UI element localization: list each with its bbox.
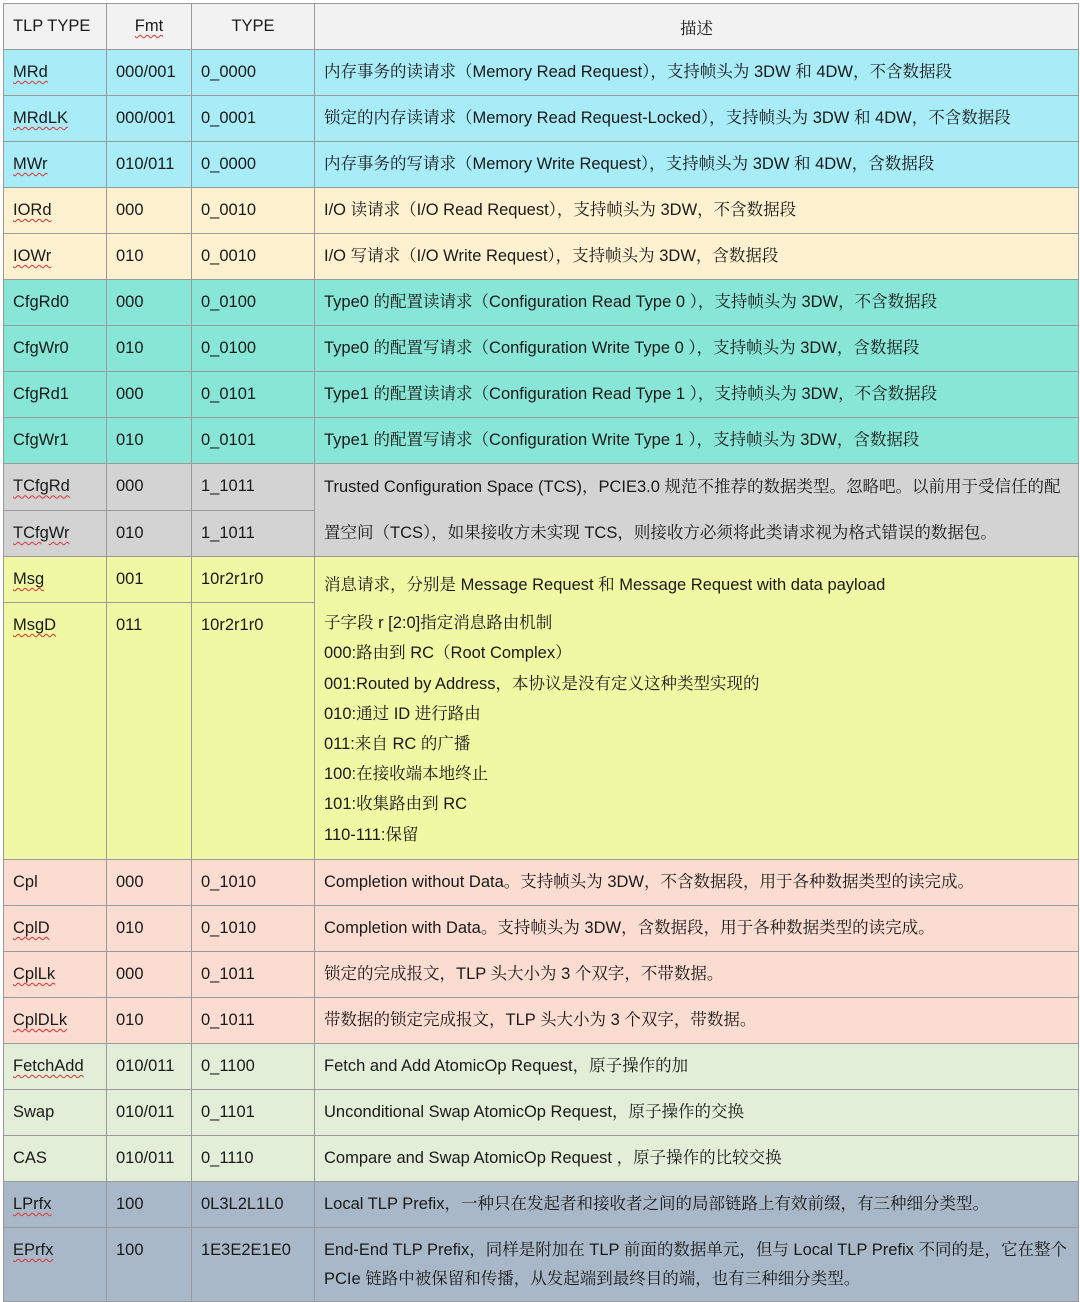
fmt-cell: 010/011 xyxy=(107,142,192,188)
tlp-name: CfgRd1 xyxy=(4,372,107,418)
fmt-cell: 010/011 xyxy=(107,1090,192,1136)
tlp-name: CAS xyxy=(4,1136,107,1182)
desc-cell: 内存事务的读请求（Memory Read Request），支持帧头为 3DW 和 4DW，不含数据段 xyxy=(315,50,1079,96)
tlp-name: MRd xyxy=(4,50,107,96)
tlp-name: CplDLk xyxy=(4,998,107,1044)
desc-cell: Local TLP Prefix，一种只在发起者和接收者之间的局部链路上有效前缀，有三种细分类型。 xyxy=(315,1182,1079,1228)
table-row xyxy=(4,50,1079,96)
fmt-cell: 000 xyxy=(107,372,192,418)
tlp-name: Cpl xyxy=(4,860,107,906)
table-row xyxy=(4,1044,1079,1090)
type-cell: 1E3E2E1E0 xyxy=(192,1228,315,1302)
type-cell: 0_0100 xyxy=(192,326,315,372)
type-cell: 0_1110 xyxy=(192,1136,315,1182)
tlp-name: CfgRd0 xyxy=(4,280,107,326)
type-cell: 0_1101 xyxy=(192,1090,315,1136)
desc-cell: Fetch and Add AtomicOp Request，原子操作的加 xyxy=(315,1044,1079,1090)
desc-cell: Type0 的配置读请求（Configuration Read Type 0 ），支持帧头为 3DW，不含数据段 xyxy=(315,280,1079,326)
fmt-cell: 000 xyxy=(107,860,192,906)
fmt-cell: 000/001 xyxy=(107,96,192,142)
tlp-name: CfgWr1 xyxy=(4,418,107,464)
desc-cell: 锁定的完成报文，TLP 头大小为 3 个双字，不带数据。 xyxy=(315,952,1079,998)
table-row xyxy=(4,1090,1079,1136)
tlp-name: MWr xyxy=(4,142,107,188)
fmt-cell: 000 xyxy=(107,280,192,326)
tlp-name: LPrfx xyxy=(4,1182,107,1228)
type-cell: 10r2r1r0 xyxy=(192,603,315,860)
fmt-cell: 000 xyxy=(107,188,192,234)
msg-desc-cell xyxy=(315,557,1079,860)
msg-desc-line: 001:Routed by Address，本协议是没有定义这种类型实现的 xyxy=(324,674,760,693)
msg-desc-line: 110-111:保留 xyxy=(324,825,419,844)
table-row xyxy=(4,234,1079,280)
msg-desc-line: 000:路由到 RC（Root Complex） xyxy=(324,644,572,663)
type-cell: 0_1010 xyxy=(192,860,315,906)
tlp-name: Msg xyxy=(4,557,107,603)
desc-cell: 内存事务的写请求（Memory Write Request），支持帧头为 3DW 和 4DW，含数据段 xyxy=(315,142,1079,188)
fmt-cell: 010 xyxy=(107,234,192,280)
type-cell: 0_0100 xyxy=(192,280,315,326)
desc-cell: Unconditional Swap AtomicOp Request，原子操作的交换 xyxy=(315,1090,1079,1136)
desc-cell: Type0 的配置写请求（Configuration Write Type 0 ），支持帧头为 3DW，含数据段 xyxy=(315,326,1079,372)
desc-cell: 锁定的内存读请求（Memory Read Request-Locked），支持帧头为 3DW 和 4DW，不含数据段 xyxy=(315,96,1079,142)
table-row xyxy=(4,1136,1079,1182)
msg-desc-line: 010:通过 ID 进行路由 xyxy=(324,704,481,723)
table-row xyxy=(4,96,1079,142)
desc-cell: Completion without Data。支持帧头为 3DW，不含数据段，用于各种数据类型的读完成。 xyxy=(315,860,1079,906)
table-row xyxy=(4,906,1079,952)
tlp-name: MRdLK xyxy=(4,96,107,142)
type-cell: 0_1011 xyxy=(192,998,315,1044)
desc-cell: Compare and Swap AtomicOp Request ，原子操作的比较交换 xyxy=(315,1136,1079,1182)
fmt-cell: 100 xyxy=(107,1182,192,1228)
table-row xyxy=(4,952,1079,998)
tlp-name: Swap xyxy=(4,1090,107,1136)
desc-cell: End-End TLP Prefix，同样是附加在 TLP 前面的数据单元，但与 Local TLP Prefix 不同的是，它在整个 PCIe 链路中被保留和传播，从发起端到最终目的端，也有三种细分类型。 xyxy=(315,1228,1079,1302)
type-cell: 0_0001 xyxy=(192,96,315,142)
table-row xyxy=(4,1182,1079,1228)
type-cell: 0_0101 xyxy=(192,372,315,418)
table-row xyxy=(4,557,1079,603)
fmt-cell: 010 xyxy=(107,326,192,372)
type-cell: 0_0101 xyxy=(192,418,315,464)
desc-cell: 带数据的锁定完成报文，TLP 头大小为 3 个双字，带数据。 xyxy=(315,998,1079,1044)
fmt-cell: 000 xyxy=(107,952,192,998)
tlp-name: TCfgRd xyxy=(4,464,107,511)
table-row xyxy=(4,280,1079,326)
desc-cell: Type1 的配置写请求（Configuration Write Type 1 ），支持帧头为 3DW，含数据段 xyxy=(315,418,1079,464)
fmt-cell: 011 xyxy=(107,603,192,860)
type-cell: 0_0000 xyxy=(192,142,315,188)
msg-desc-line: 子字段 r [2:0]指定消息路由机制 xyxy=(324,614,553,633)
desc-cell: Completion with Data。支持帧头为 3DW，含数据段，用于各种数据类型的读完成。 xyxy=(315,906,1079,952)
table-row xyxy=(4,998,1079,1044)
tlp-name: IOWr xyxy=(4,234,107,280)
fmt-cell: 010/011 xyxy=(107,1044,192,1090)
fmt-cell: 010 xyxy=(107,418,192,464)
type-cell: 0_0010 xyxy=(192,188,315,234)
table-row xyxy=(4,860,1079,906)
type-cell: 0_0000 xyxy=(192,50,315,96)
fmt-cell: 100 xyxy=(107,1228,192,1302)
header-fmt: Fmt xyxy=(107,4,192,50)
tlp-name: CplLk xyxy=(4,952,107,998)
type-cell: 1_1011 xyxy=(192,464,315,511)
tlp-name: TCfgWr xyxy=(4,510,107,557)
type-cell: 0_1010 xyxy=(192,906,315,952)
desc-cell: I/O 写请求（I/O Write Request），支持帧头为 3DW，含数据段 xyxy=(315,234,1079,280)
tlp-name: MsgD xyxy=(4,603,107,860)
fmt-cell: 010 xyxy=(107,906,192,952)
header-description: 描述 xyxy=(315,4,1079,50)
type-cell: 0_1011 xyxy=(192,952,315,998)
header-row xyxy=(4,4,1079,50)
table-row xyxy=(4,372,1079,418)
msg-desc-line: 101:收集路由到 RC xyxy=(324,795,468,814)
table-row xyxy=(4,326,1079,372)
type-cell: 0_1100 xyxy=(192,1044,315,1090)
table-row xyxy=(4,464,1079,511)
fmt-cell: 010 xyxy=(107,998,192,1044)
header-tlp-type: TLP TYPE xyxy=(4,4,107,50)
tlp-name: IORd xyxy=(4,188,107,234)
type-cell: 0L3L2L1L0 xyxy=(192,1182,315,1228)
fmt-cell: 001 xyxy=(107,557,192,603)
fmt-cell: 000/001 xyxy=(107,50,192,96)
msg-desc-line: 100:在接收端本地终止 xyxy=(324,765,489,784)
type-cell: 0_0010 xyxy=(192,234,315,280)
tlp-name: CfgWr0 xyxy=(4,326,107,372)
table-row xyxy=(4,188,1079,234)
tcfg-desc-cell: Trusted Configuration Space (TCS)，PCIE3.0 规范不推荐的数据类型。忽略吧。以前用于受信任的配置空间（TCS），如果接收方未实现 TCS，则接收方必须将此类请求视为格式错误的数据包。 xyxy=(315,464,1079,557)
fmt-cell: 010/011 xyxy=(107,1136,192,1182)
table-row xyxy=(4,1228,1079,1302)
desc-cell: Type1 的配置读请求（Configuration Read Type 1 ），支持帧头为 3DW，不含数据段 xyxy=(315,372,1079,418)
header-type: TYPE xyxy=(192,4,315,50)
table-row xyxy=(4,418,1079,464)
desc-cell: I/O 读请求（I/O Read Request），支持帧头为 3DW，不含数据段 xyxy=(315,188,1079,234)
msg-desc-first: 消息请求，分别是 Message Request 和 Message Request with data payload xyxy=(324,576,886,594)
tlp-name: CplD xyxy=(4,906,107,952)
fmt-cell: 000 xyxy=(107,464,192,511)
tlp-name: FetchAdd xyxy=(4,1044,107,1090)
type-cell: 10r2r1r0 xyxy=(192,557,315,603)
msg-desc-line: 011:来自 RC 的广播 xyxy=(324,735,471,754)
table-row xyxy=(4,142,1079,188)
tlp-type-table xyxy=(3,3,1079,1302)
fmt-cell: 010 xyxy=(107,510,192,557)
tlp-name: EPrfx xyxy=(4,1228,107,1302)
type-cell: 1_1011 xyxy=(192,510,315,557)
